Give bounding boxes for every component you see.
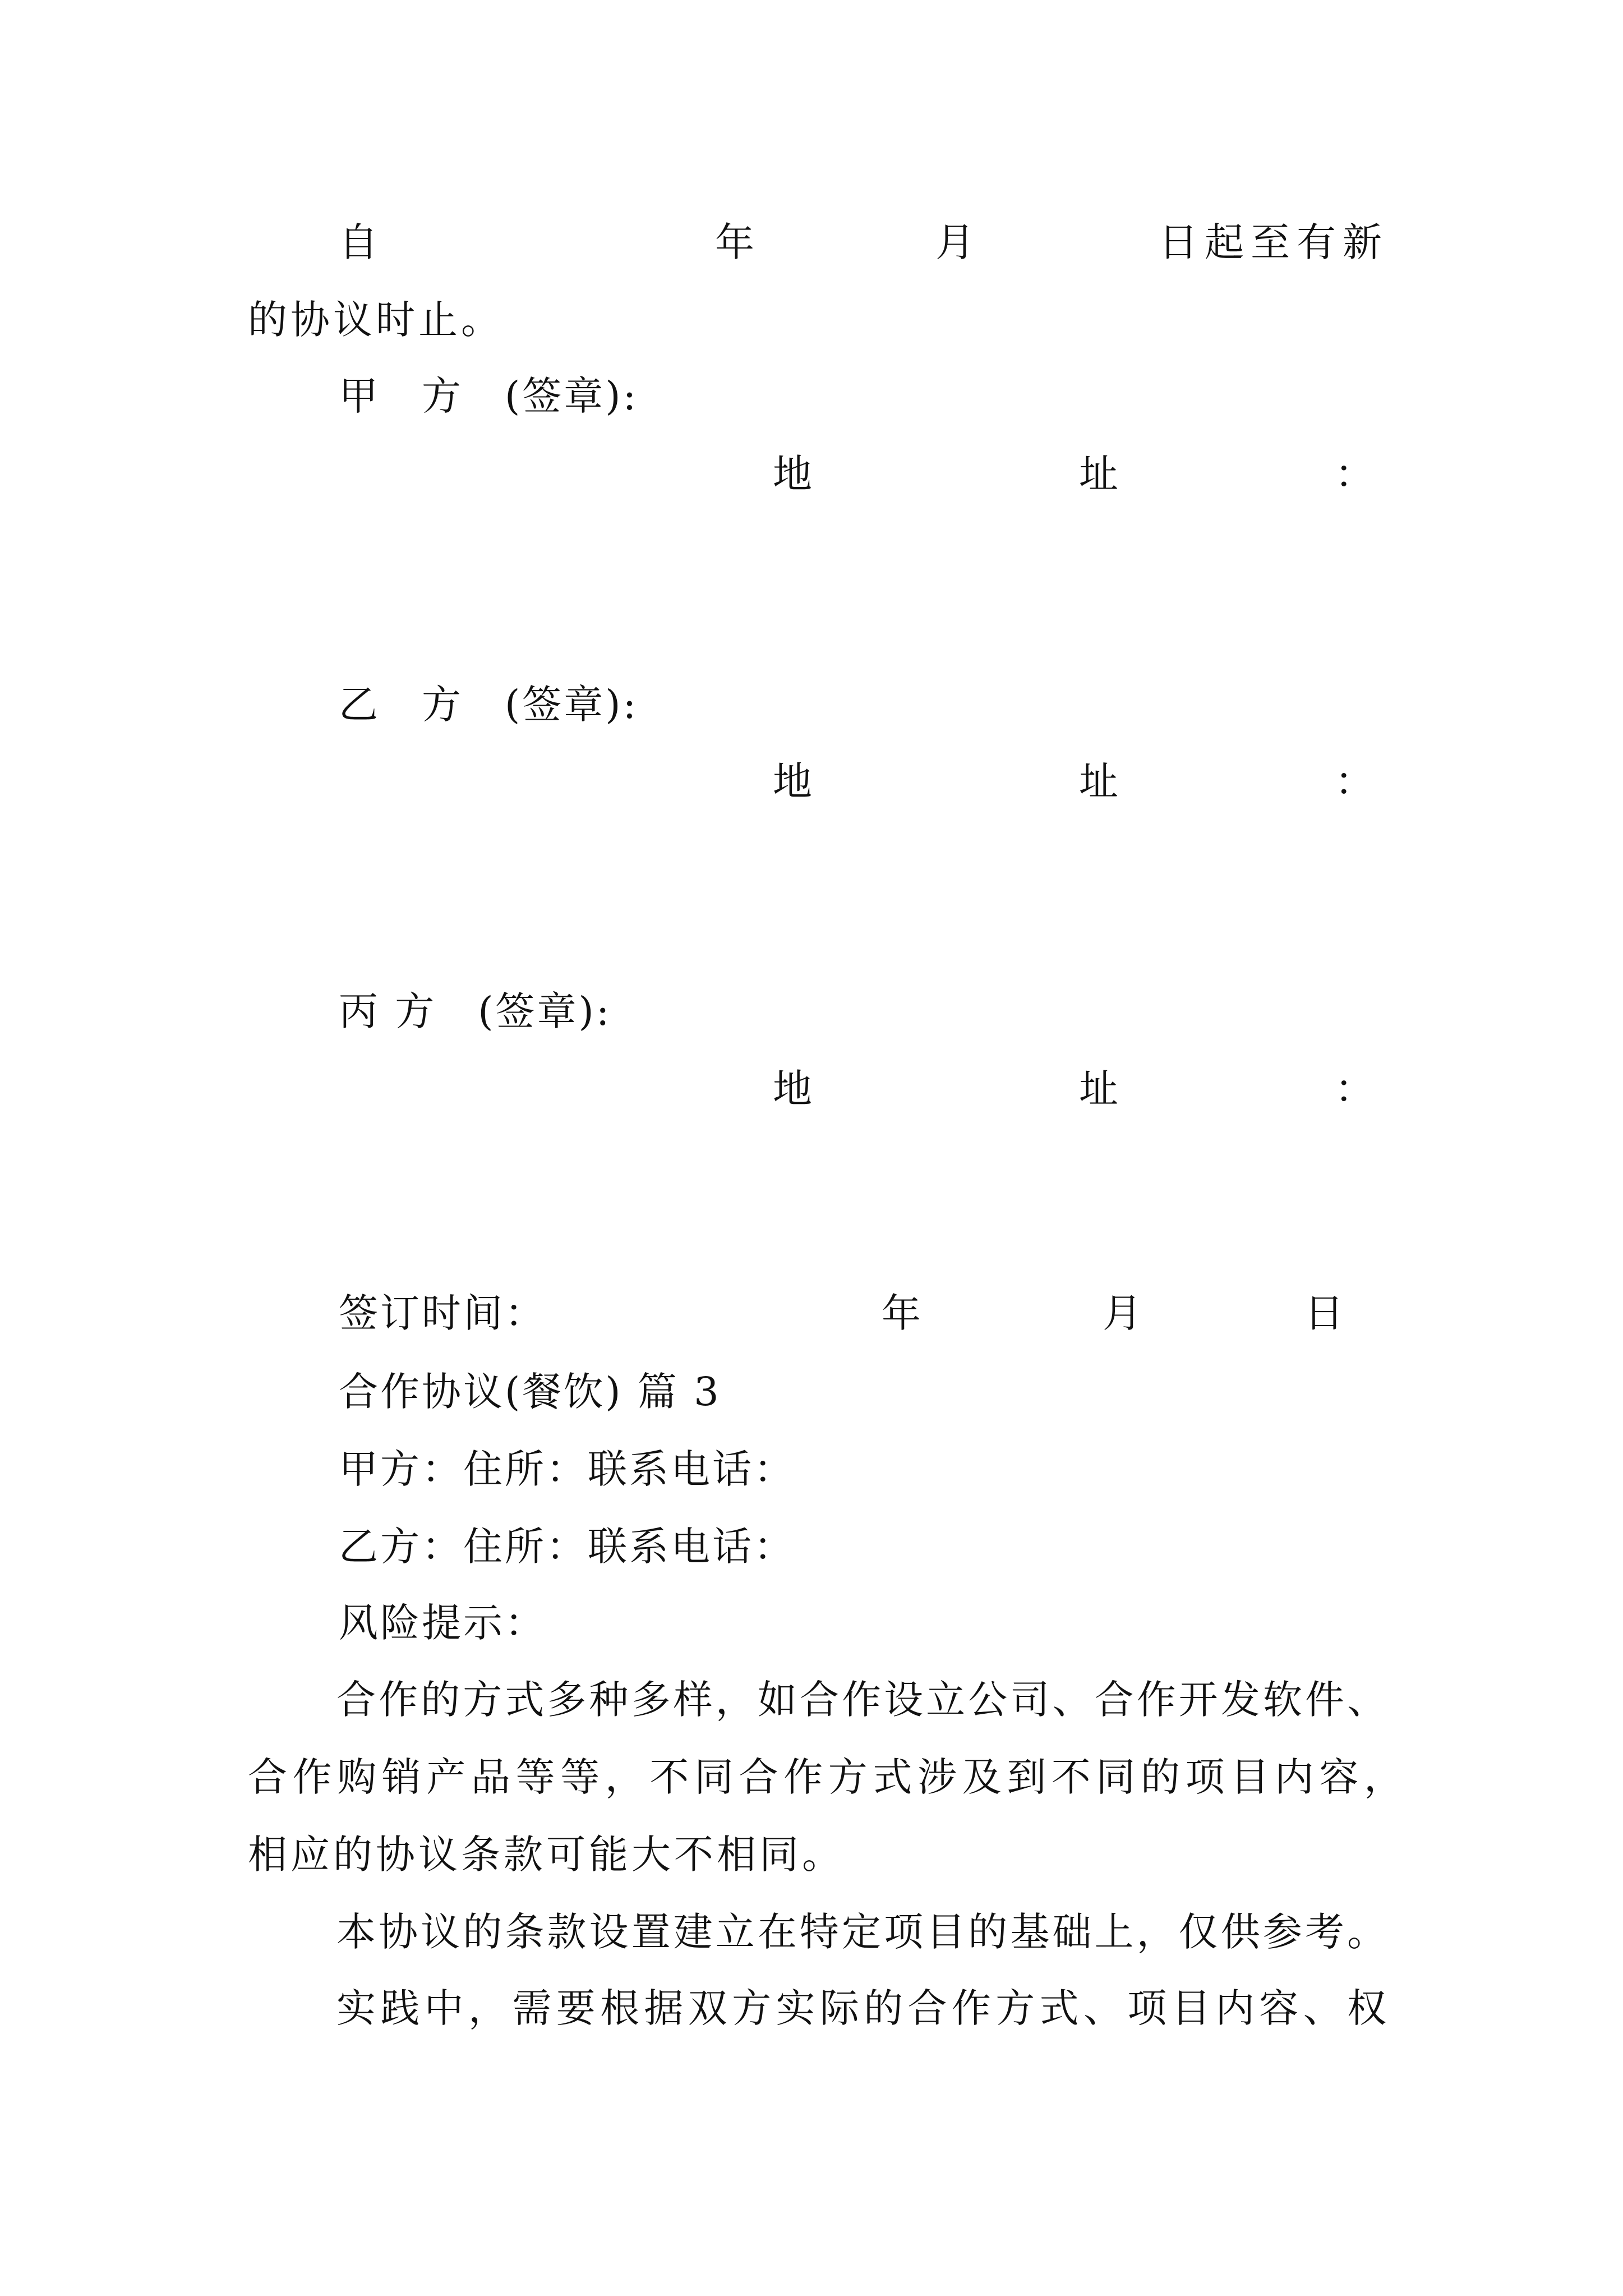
party-c-address-char-2: 址 — [1079, 1066, 1121, 1112]
paragraph-3-line-1: 实践中，需要根据双方实际的合作方式、项目内容、权 — [336, 1985, 1386, 2031]
signing-month-label: 月 — [1103, 1290, 1144, 1336]
effective-year-label: 年 — [715, 219, 757, 265]
effective-month-label: 月 — [935, 219, 977, 265]
effective-day-label: 日起至有新 — [1159, 219, 1389, 265]
effective-continuation: 的协议时止。 — [248, 297, 504, 343]
party-c-signature-label: 丙 方 (签章): — [339, 988, 612, 1034]
risk-heading: 风险提示： — [339, 1600, 546, 1646]
signing-date-label: 签订时间： — [339, 1290, 546, 1336]
section-title: 合作协议(餐饮) 篇 3 — [339, 1369, 721, 1415]
party-b-address-colon: ： — [1335, 758, 1376, 804]
party-b-info: 乙方：住所：联系电话： — [339, 1524, 795, 1570]
party-a-address-char-1: 地 — [773, 451, 814, 497]
paragraph-2-line-1: 本协议的条款设置建立在特定项目的基础上，仅供参考。 — [336, 1909, 1386, 1955]
party-b-address-char-2: 址 — [1079, 758, 1121, 804]
party-c-address-colon: ： — [1335, 1066, 1376, 1112]
party-a-info: 甲方：住所：联系电话： — [339, 1446, 795, 1492]
paragraph-1-line-1: 合作的方式多种多样，如合作设立公司、合作开发软件、 — [336, 1677, 1386, 1723]
effective-from-label: 自 — [339, 219, 380, 265]
party-b-signature-label: 乙 方 (签章): — [339, 682, 639, 728]
party-a-address-colon: ： — [1335, 451, 1376, 497]
party-c-address-char-1: 地 — [773, 1066, 814, 1112]
signing-year-label: 年 — [882, 1290, 923, 1336]
party-b-address-char-1: 地 — [773, 758, 814, 804]
party-a-address-char-2: 址 — [1079, 451, 1121, 497]
paragraph-1-line-3: 相应的协议条款可能大不相同。 — [248, 1832, 845, 1878]
party-a-signature-label: 甲 方 (签章): — [339, 373, 639, 419]
signing-day-label: 日 — [1304, 1290, 1346, 1336]
paragraph-1-line-2: 合作购销产品等等，不同合作方式涉及到不同的项目内容， — [248, 1754, 1403, 1800]
